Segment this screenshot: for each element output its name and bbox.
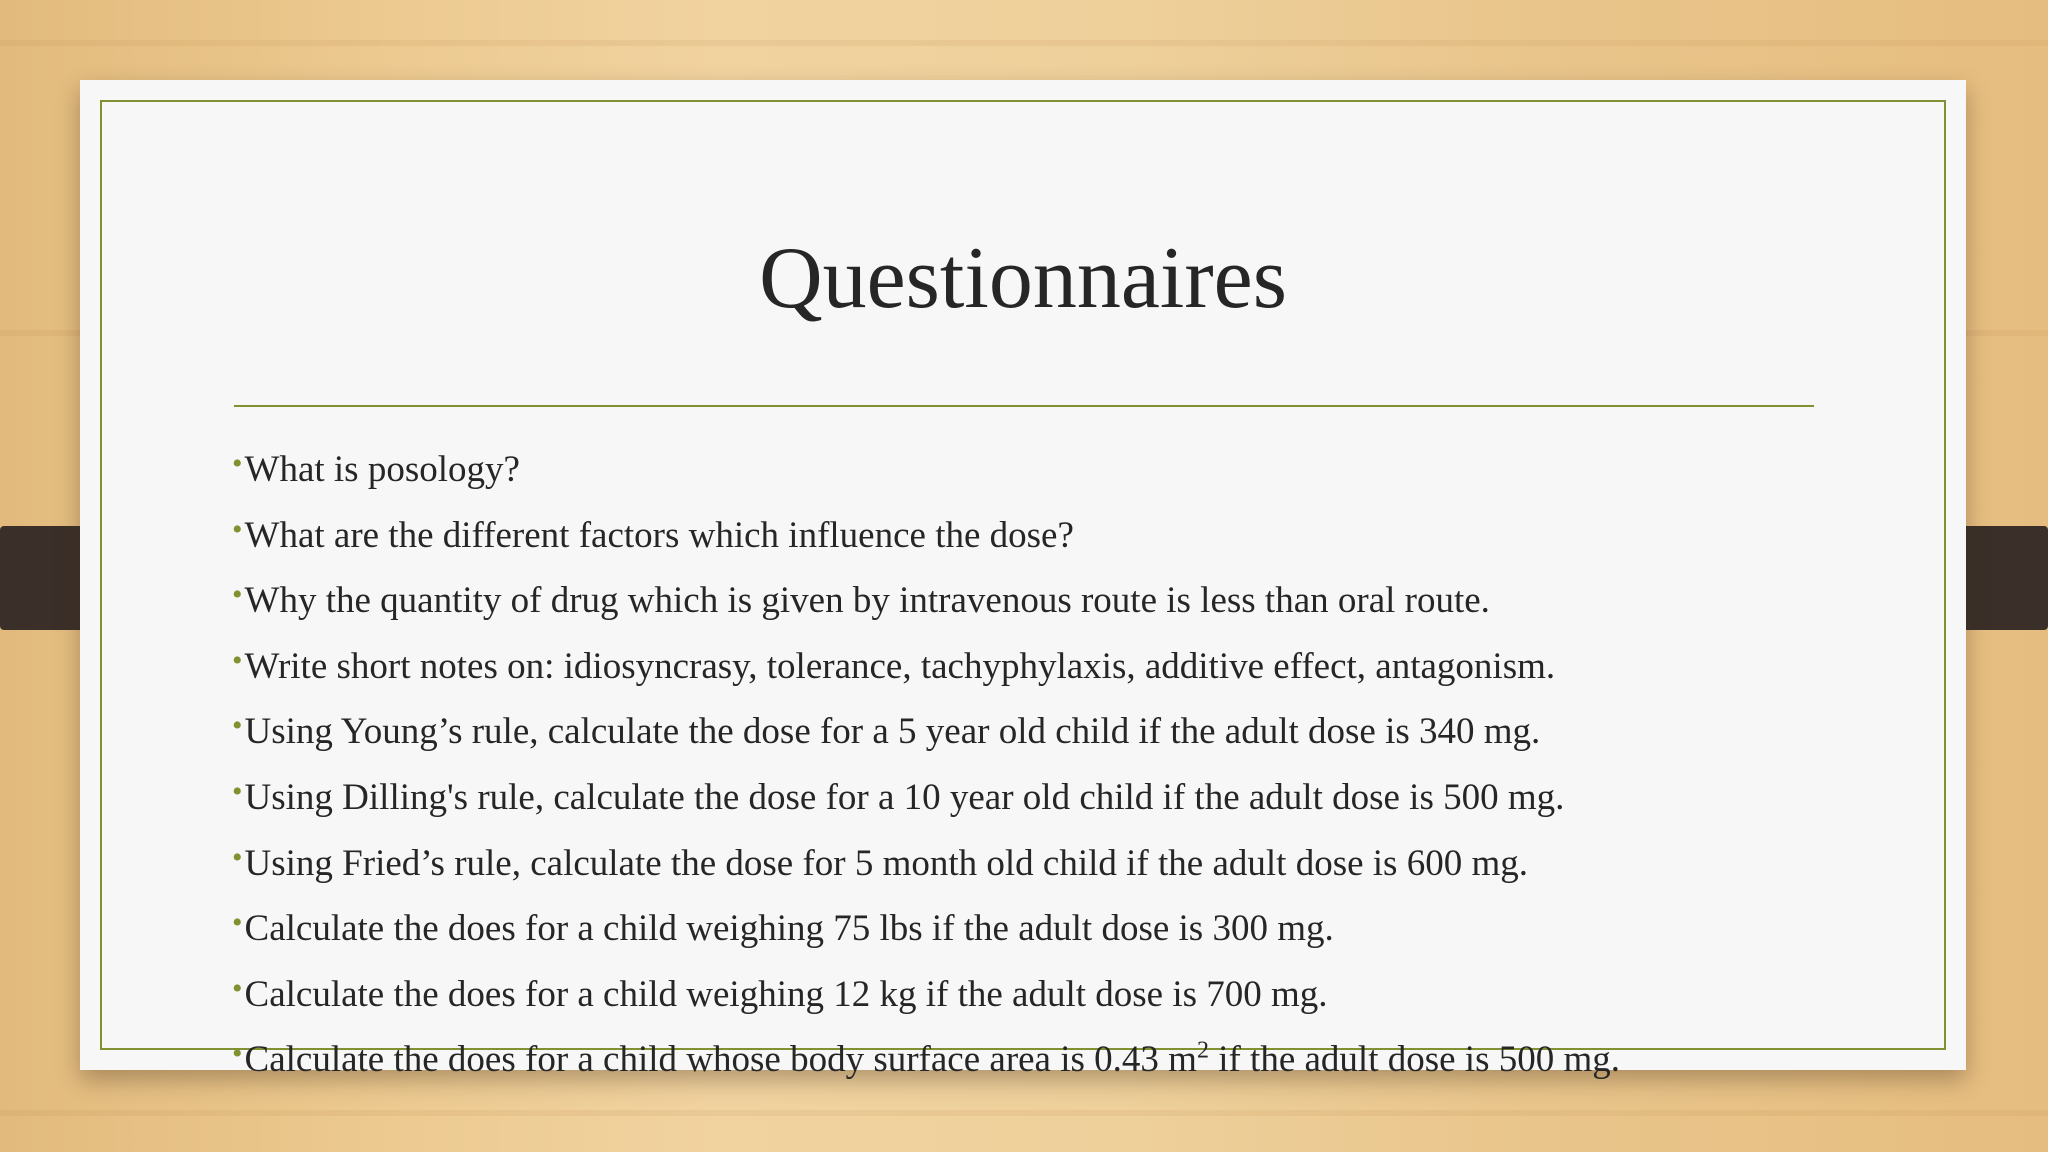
question-text: Write short notes on: idiosyncrasy, tolerance, tachyphylaxis, additive effect, antagonism. — [244, 645, 1556, 687]
question-item — [232, 893, 1872, 959]
slide-title: Questionnaires — [759, 230, 1287, 327]
bullet-icon: • — [232, 643, 243, 677]
question-text: Calculate the does for a child whose body surface area is 0.43 m — [244, 1039, 1197, 1081]
question-text: Calculate the does for a child weighing 75 lbs if the adult dose is 300 mg. — [244, 908, 1334, 950]
question-item — [232, 696, 1872, 762]
bullet-icon: • — [232, 512, 243, 546]
question-text: Using Young’s rule, calculate the dose for a 5 year old child if the adult dose is 340 mg. — [244, 711, 1541, 753]
bullet-icon: • — [232, 840, 243, 874]
bullet-icon: • — [232, 578, 243, 612]
question-text: What are the different factors which influence the dose? — [244, 514, 1074, 556]
title-divider — [234, 405, 1814, 407]
question-item — [232, 1024, 1872, 1090]
bullet-icon: • — [232, 447, 243, 480]
question-text: What is posology? — [244, 449, 520, 490]
bullet-icon: • — [232, 709, 243, 743]
slide — [80, 80, 1966, 1081]
bullet-icon: • — [232, 1037, 243, 1071]
question-text: Why the quantity of drug which is given by intravenous route is less than oral route. — [244, 580, 1490, 622]
wood-texture-streak — [0, 40, 2048, 46]
superscript-exponent: 2 — [1196, 1038, 1209, 1065]
bullet-icon: • — [232, 774, 243, 808]
question-text-continued: if the adult dose is 500 mg. — [1208, 1039, 1621, 1081]
question-item — [232, 434, 1872, 500]
question-item — [232, 500, 1872, 566]
bullet-icon: • — [232, 906, 243, 940]
question-text: Using Dilling's rule, calculate the dose for a 10 year old child if the adult dose is 500 mg. — [244, 776, 1565, 818]
question-list — [232, 434, 1872, 1090]
bullet-icon: • — [232, 971, 243, 1005]
question-text: Using Fried’s rule, calculate the dose for 5 month old child if the adult dose is 600 mg. — [244, 842, 1528, 884]
question-item — [232, 631, 1872, 697]
question-item — [232, 959, 1872, 1025]
question-item — [232, 828, 1872, 894]
question-item — [232, 762, 1872, 828]
wood-texture-streak — [0, 1110, 2048, 1116]
question-text: Calculate the does for a child weighing 12 kg if the adult dose is 700 mg. — [244, 973, 1328, 1015]
question-item — [232, 565, 1872, 631]
